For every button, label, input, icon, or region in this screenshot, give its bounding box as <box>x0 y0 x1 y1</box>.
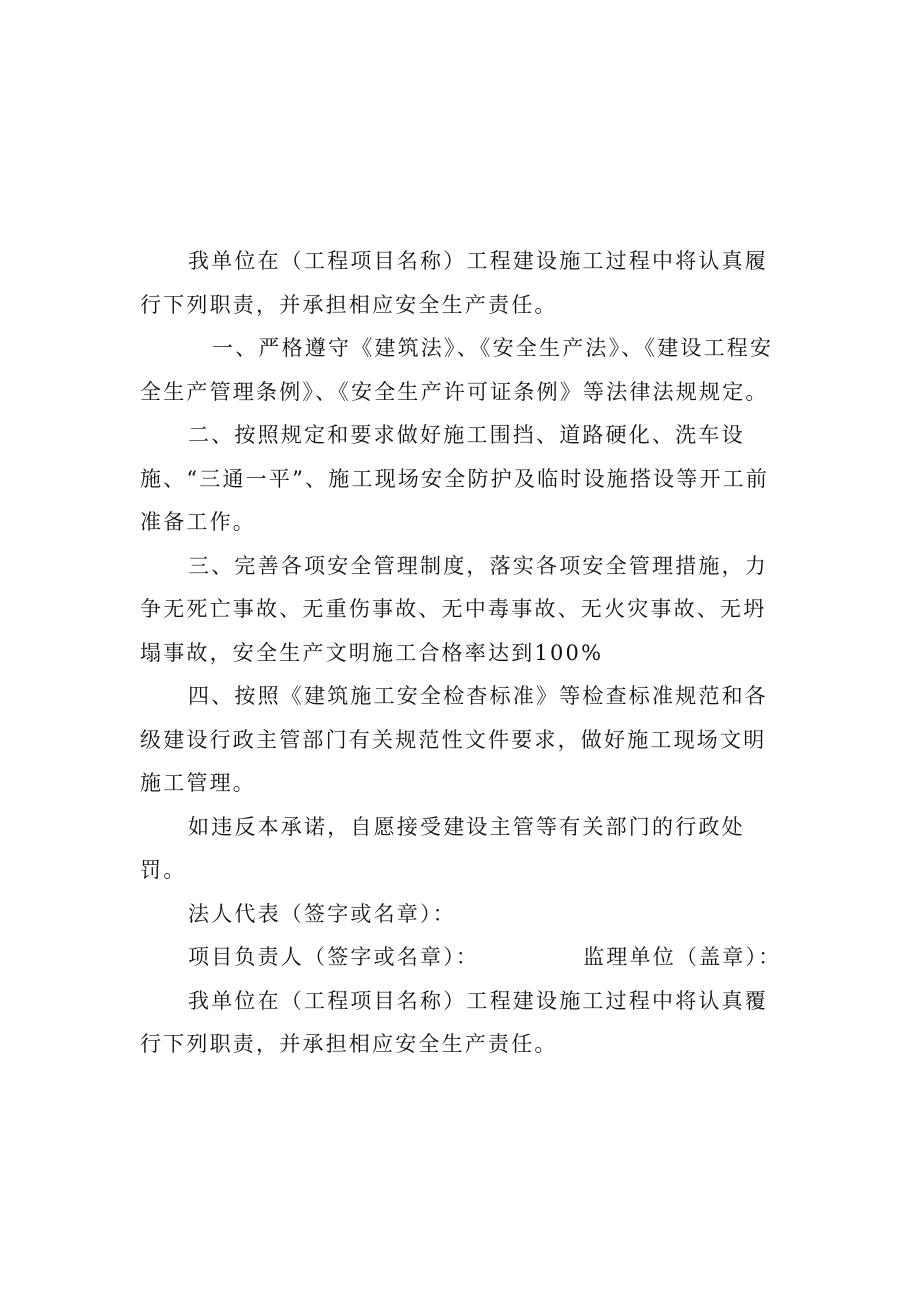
clause-one: 一、严格遵守《建筑法》、《安全生产法》、《建设工程安全生产管理条例》、《安全生产许可证条例》等法律法规规定。 <box>140 336 774 404</box>
document-body <box>140 240 784 1067</box>
intro-paragraph: 我单位在（工程项目名称）工程建设施工过程中将认真履行下列职责，并承担相应安全生产责任。 <box>140 249 768 317</box>
clause-two: 二、按照规定和要求做好施工围挡、道路硬化、洗车设施、“三通一平”、施工现场安全防护及临时设施搭设等开工前准备工作。 <box>140 423 770 534</box>
clause-four: 四、按照《建筑施工安全检杳标准》等检查标准规范和各级建设行政主管部门有关规范性文件要求，做好施工现场文明施工管理。 <box>140 684 768 795</box>
penalty-statement: 如违反本承诺，自愿接受建设主管等有关部门的行政处罚。 <box>140 814 745 882</box>
supervisor-seal: 监理单位（盖章）： <box>583 945 782 969</box>
closing-paragraph: 我单位在（工程项目名称）工程建设施工过程中将认真覆行下列职责，并承担相应安全生产责任。 <box>140 988 768 1056</box>
clause-three: 三、完善各项安全管理制度，落实各项安全管理措施，力争无死亡事故、无重伤事故、无中毒事故、无火灾事故、无坍塌事故，安全生产文明施工合格率达到100% <box>140 553 768 665</box>
signature-row <box>140 936 784 980</box>
project-lead-signature: 项目负责人（签字或名章）： <box>188 945 480 969</box>
legal-rep-signature-line: 法人代表（签字或名章）： <box>188 901 456 926</box>
